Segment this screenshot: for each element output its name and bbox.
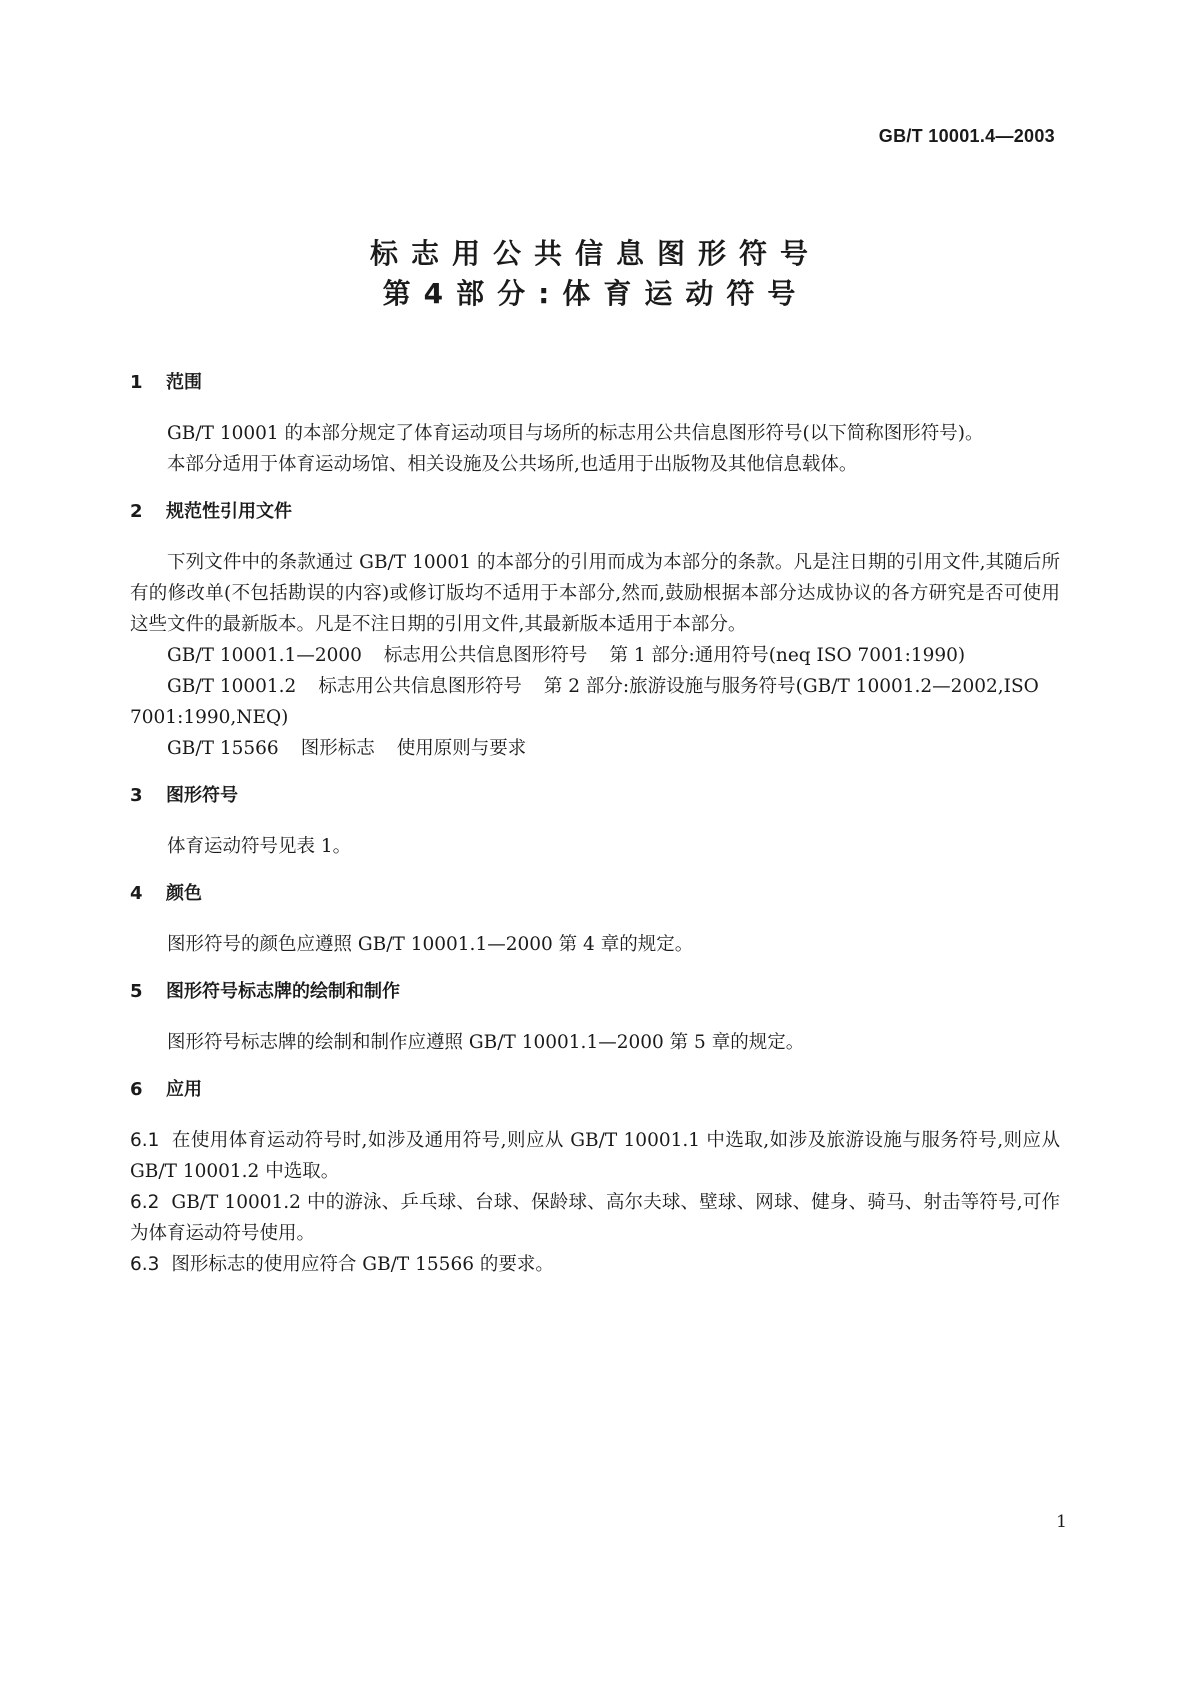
reference-code: GB/T 15566 — [167, 738, 279, 759]
reference-title: 图形标志 — [300, 738, 375, 759]
section-number: 4 — [130, 883, 143, 904]
paragraph: 图形符号标志牌的绘制和制作应遵照 GB/T 10001.1—2000 第 5 章的规定。 — [167, 1032, 805, 1053]
reference-item — [130, 733, 1060, 764]
reference-title: 标志用公共信息图形符号 — [318, 676, 522, 697]
section-4-body — [130, 929, 1060, 960]
document-body — [130, 370, 1060, 1299]
reference-part: 第 2 部分:旅游设施与服务符号(GB/T 10001.2—2002,ISO 7001:1990,NEQ) — [130, 676, 1039, 728]
clause-number: 6.1 — [130, 1130, 160, 1151]
section-1-body — [130, 418, 1060, 480]
reference-code: GB/T 10001.2 — [167, 676, 297, 697]
section-5-heading — [130, 979, 1060, 1005]
section-number: 5 — [130, 981, 143, 1002]
clause — [130, 1249, 1060, 1280]
paragraph: GB/T 10001 的本部分规定了体育运动项目与场所的标志用公共信息图形符号(以下简称图形符号)。 — [167, 423, 984, 444]
title-line-2: 第4部分:体育运动符号 — [382, 277, 809, 310]
paragraph: 图形符号的颜色应遵照 GB/T 10001.1—2000 第 4 章的规定。 — [167, 934, 694, 955]
reference-part: 第 1 部分:通用符号(neq ISO 7001:1990) — [609, 645, 966, 666]
section-2-body — [130, 547, 1060, 764]
paragraph: 体育运动符号见表 1。 — [167, 836, 352, 857]
section-title: 范围 — [166, 372, 202, 393]
clause — [130, 1125, 1060, 1187]
clause-text: 图形标志的使用应符合 GB/T 15566 的要求。 — [171, 1254, 554, 1275]
clause-text: GB/T 10001.2 中的游泳、乒乓球、台球、保龄球、高尔夫球、壁球、网球、健身、骑马、射击等符号,可作为体育运动符号使用。 — [130, 1192, 1060, 1244]
reference-title: 标志用公共信息图形符号 — [383, 645, 588, 666]
reference-code: GB/T 10001.1—2000 — [167, 645, 362, 666]
section-title: 颜色 — [166, 883, 202, 904]
section-title: 图形符号 — [166, 785, 238, 806]
section-number: 1 — [130, 372, 143, 393]
section-5-body — [130, 1027, 1060, 1058]
section-number: 3 — [130, 785, 143, 806]
clause-number: 6.3 — [130, 1254, 160, 1275]
section-4-heading — [130, 881, 1060, 907]
clause-number: 6.2 — [130, 1192, 160, 1213]
section-1-heading — [130, 370, 1060, 396]
reference-item — [130, 671, 1060, 733]
section-6-heading — [130, 1077, 1060, 1103]
section-6-body — [130, 1125, 1060, 1280]
reference-part: 使用原则与要求 — [396, 738, 527, 759]
section-title: 图形符号标志牌的绘制和制作 — [166, 981, 400, 1002]
title-line-1: 标志用公共信息图形符号 — [369, 237, 821, 270]
section-title: 应用 — [166, 1079, 202, 1100]
section-3-body — [130, 831, 1060, 862]
section-title: 规范性引用文件 — [166, 501, 292, 522]
standard-code: GB/T 10001.4—2003 — [878, 126, 1055, 146]
page-number: 1 — [1056, 1512, 1067, 1532]
paragraph: 下列文件中的条款通过 GB/T 10001 的本部分的引用而成为本部分的条款。凡是注日期的引用文件,其随后所有的修改单(不包括勘误的内容)或修订版均不适用于本部分,然而,鼓励根据本部分达成协议的各方研究是否可使用这些文件的最新版本。凡是不注日期的引用文件,其最新版本适用于本部分。 — [130, 552, 1060, 635]
clause — [130, 1187, 1060, 1249]
section-number: 6 — [130, 1079, 143, 1100]
clause-text: 在使用体育运动符号时,如涉及通用符号,则应从 GB/T 10001.1 中选取,如涉及旅游设施与服务符号,则应从 GB/T 10001.2 中选取。 — [130, 1130, 1060, 1182]
reference-item — [130, 640, 1060, 671]
section-number: 2 — [130, 501, 143, 522]
section-3-heading — [130, 783, 1060, 809]
section-2-heading — [130, 499, 1060, 525]
paragraph: 本部分适用于体育运动场馆、相关设施及公共场所,也适用于出版物及其他信息载体。 — [167, 454, 858, 475]
